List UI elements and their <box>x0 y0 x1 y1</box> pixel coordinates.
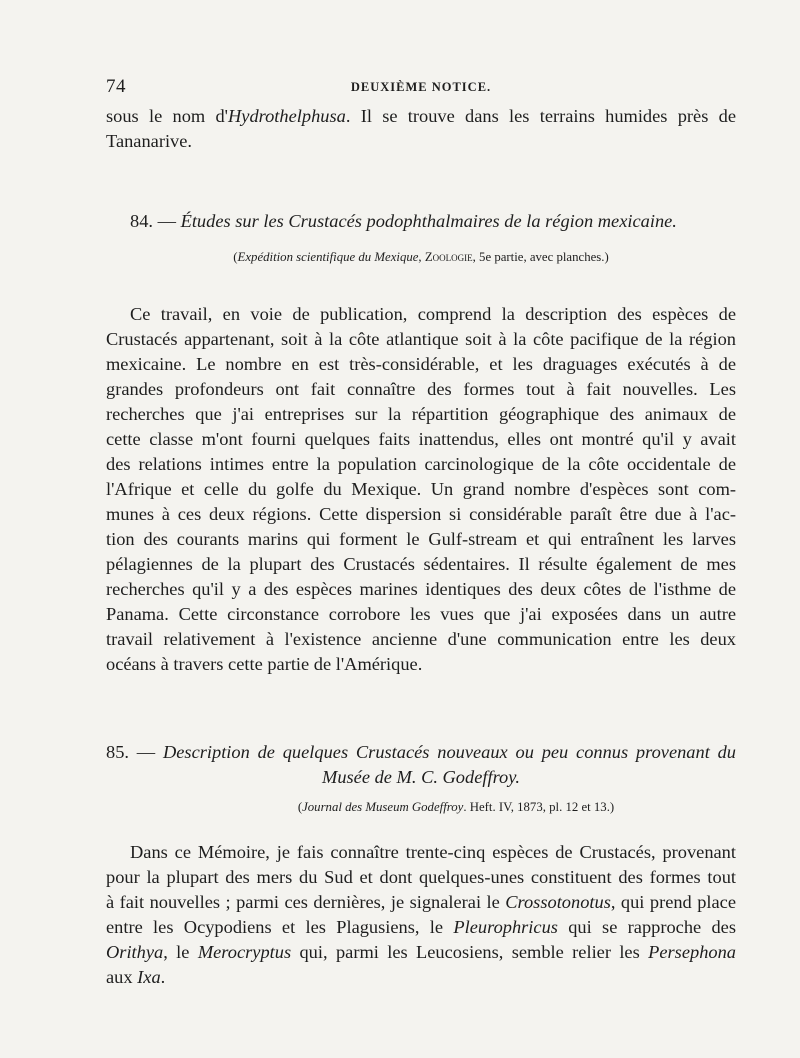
section-85-heading <box>106 740 736 790</box>
s84-line-10: tion des courants marins qui forment le Gulf-stream et qui entraînent les larves <box>106 529 736 549</box>
s84-line-8: l'Afrique et celle du golfe du Mexique. Un grand nombre d'espèces sont com- <box>106 479 736 499</box>
section-85-source: (Journal des Museum Godeffroy. Heft. IV, 1873, pl. 12 et 13.) <box>297 800 615 814</box>
s84-line-12: recherches qu'il y a des espèces marines identiques des deux côtes de l'isthme de <box>106 579 736 599</box>
s85-line-6: aux Ixa. <box>106 967 166 987</box>
intro-line-1: sous le nom d'Hydrothelphusa. Il se trouve dans les terrains humides près de <box>106 106 736 126</box>
section-85-title-line-2: Musée de M. C. Godeffroy. <box>322 767 520 787</box>
section-84-heading <box>106 209 736 234</box>
page-number: 74 <box>106 76 126 97</box>
section-84-source: (Expédition scientifique du Mexique, Zoologie, 5e partie, avec planches.) <box>233 250 609 264</box>
s84-line-7: des relations intimes entre la population carcinologique de la côte occidentale de <box>106 454 736 474</box>
section-84-paragraph <box>106 302 736 677</box>
section-85-number: 85. — <box>106 742 156 762</box>
section-85-title-line-1: 85. — Description de quelques Crustacés nouveaux ou peu connus provenant du <box>106 742 736 762</box>
s85-line-3: à fait nouvelles ; parmi ces dernières, je signalerai le Crossotonotus, qui prend place <box>106 892 736 912</box>
intro-line-2: Tananarive. <box>106 131 193 151</box>
s84-line-13: Panama. Cette circonstance corrobore les vues que j'ai exposées dans un autre <box>106 604 736 624</box>
s84-line-1: Ce travail, en voie de publication, comprend la description des espèces de <box>130 304 736 324</box>
s84-line-3: mexicaine. Le nombre en est très-considérable, et les draguages exécutés à de <box>106 354 736 374</box>
s84-line-9: munes à ces deux régions. Cette dispersion si considérable paraît être due à l'ac- <box>106 504 736 524</box>
s85-line-2: pour la plupart des mers du Sud et dont quelques-unes constituent des formes tout <box>106 867 736 887</box>
s84-line-5: recherches que j'ai entreprises sur la répartition géographique des animaux de <box>106 404 736 424</box>
s84-line-11: pélagiennes de la plupart des Crustacés sédentaires. Il résulte également de mes <box>106 554 736 574</box>
section-84-number: 84. — <box>130 211 176 231</box>
s85-line-5: Orithya, le Merocryptus qui, parmi les Leucosiens, semble relier les Persephona <box>106 942 736 962</box>
s84-line-15: océans à travers cette partie de l'Amérique. <box>106 654 423 674</box>
s85-line-4: entre les Ocypodiens et les Plagusiens, le Pleurophricus qui se rapproche des <box>106 917 736 937</box>
s84-line-4: grandes profondeurs ont fait connaître des formes tout à fait nouvelles. Les <box>106 379 736 399</box>
s84-line-6: cette classe m'ont fourni quelques faits inattendus, elles ont montré qu'il y avait <box>106 429 736 449</box>
section-85-paragraph <box>106 840 736 990</box>
page-header <box>106 76 736 98</box>
section-84-title: Études sur les Crustacés podophthalmaires de la région mexicaine. <box>180 211 677 231</box>
s85-line-1: Dans ce Mémoire, je fais connaître trente-cinq espèces de Crustacés, provenant <box>130 842 736 862</box>
s84-line-14: travail relativement à l'existence ancienne d'une communication entre les deux <box>106 629 736 649</box>
intro-paragraph <box>106 104 736 154</box>
s84-line-2: Crustacés appartenant, soit à la côte atlantique soit à la côte pacifique de la région <box>106 329 736 349</box>
running-title: DEUXIÈME NOTICE. <box>350 80 492 94</box>
